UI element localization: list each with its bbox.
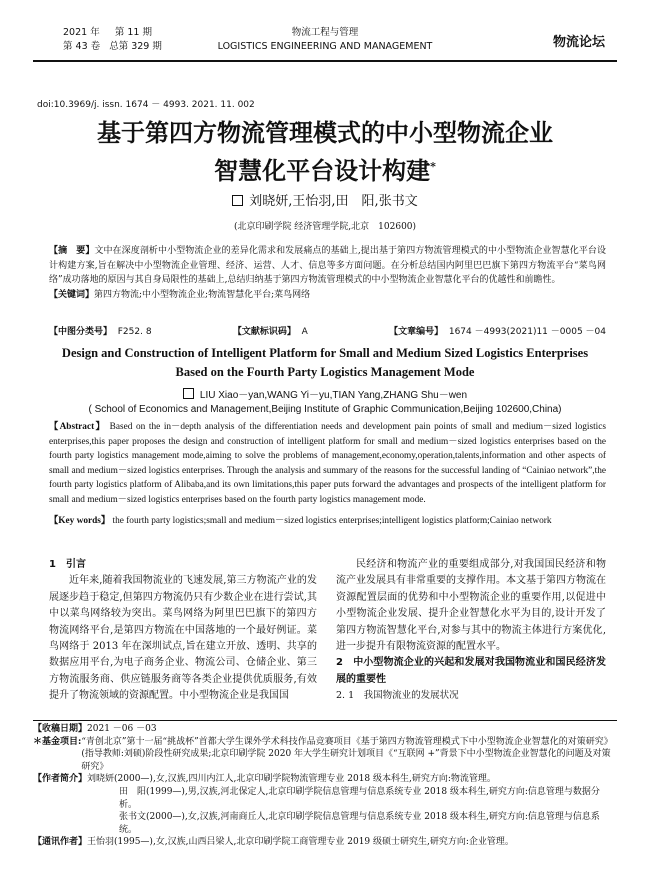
volume-label: 第 43 卷 <box>63 41 101 52</box>
section-heading-intro: 1 引言 <box>49 559 86 570</box>
footnotes <box>33 720 617 849</box>
intro-paragraph: 近年来,随着我国物流业的飞速发展,第三方物流产业的发展逐步趋于稳定,但第四方物流仍只有少数企业在进行尝试,其中以菜鸟网络较为突出。菜鸟网络为阿里巴巴旗下的第四方物流网络平台,是第四方物流在中国落地的一个最好例证。菜鸟网络于 2013 年在深圳试点,旨在建立开放、透明、共享的数据应用平台,为电子商务企业、物流公司、仓储企业、第三方物流服务商、供应链服务商等各类企业提供优质服务,有效提升了物流领域的资源配置。中小型物流企业是我国国 <box>49 575 317 702</box>
clc-value: F252. 8 <box>117 327 152 337</box>
paper-title <box>0 116 650 188</box>
paper-title-en-line2: Based on the Fourth Party Logistics Management Mode <box>175 365 475 379</box>
article-no-value: 1674 －4993(2021)11 －0005 －04 <box>448 327 606 337</box>
paper-title-line1: 基于第四方物流管理模式的中小型物流企业 <box>97 118 553 147</box>
authors: 刘晓妍,王怡羽,田 阳,张书文 <box>249 194 418 209</box>
keywords-en <box>49 514 606 529</box>
keywords-en-text: the fourth party logistics;small and medium－sized logistics enterprises;intelligent logistics platform;Cainiao network <box>112 516 552 526</box>
classification-row <box>49 324 606 337</box>
authors-en: LIU Xiao－yan,WANG Yi－yu,TIAN Yang,ZHANG Shu－wen <box>199 390 468 401</box>
keywords-en-label: 【Key words】 <box>49 516 111 526</box>
square-mark-icon <box>232 195 243 206</box>
journal-name-cn: 物流工程与管理 <box>291 27 359 38</box>
abstract-cn-label: 【摘 要】 <box>49 246 95 256</box>
body-column-left <box>49 557 317 705</box>
fund-label: ＊基金项目: <box>33 736 82 747</box>
paper-title-en-line1: Design and Construction of Intelligent Platform for Small and Medium Sized Logistics Enterprises <box>61 346 589 360</box>
journal-name <box>33 26 617 54</box>
keywords-cn-label: 【关键词】 <box>49 289 95 300</box>
author-bio-3: 张书文(2000—),女,汉族,河南商丘人,北京印刷学院信息管理与信息系统专业 2018 级本科生,研究方向:信息管理与信息系统。 <box>119 812 600 835</box>
fund-text: “青创北京”第十一届“挑战杯”首都大学生课外学术科技作品竞赛项目《基于第四方物流管理模式下中小型物流企业智慧化的对策研究》(指导教师:刘硕)阶段性研究成果;北京印刷学院 2020 年大学生研究计划项目《“互联网 +”背景下中小型物流企业智慧化的问题及对策研究》 <box>81 736 613 772</box>
journal-name-en: LOGISTICS ENGINEERING AND MANAGEMENT <box>217 41 433 52</box>
doc-code-label: 【文献标识码】 <box>232 327 296 337</box>
doc-code-value: A <box>301 327 308 337</box>
total-issue-label: 总第 329 期 <box>109 41 162 52</box>
author-bio-1: 刘晓妍(2000—),女,汉族,四川内江人,北京印刷学院物流管理专业 2018 级本科生,研究方向:物流管理。 <box>87 774 496 785</box>
author-bio-2: 田 阳(1999—),男,汉族,河北保定人,北京印刷学院信息管理与信息系统专业 2018 级本科生,研究方向:信息管理与数据分析。 <box>119 786 600 810</box>
intro-paragraph-continued: 民经济和物流产业的重要组成部分,对我国国民经济和物流产业发展具有非常重要的支撑作用。本文基于第四方物流在资源配置层面的优势和中小型物流企业的重要作用,以促进中小型物流企业发展、提升企业智慧化水平为目的,设计开发了第四方物流智慧化平台,对参与其中的物流主体进行方案优化,进一步提升有限物流资源的配置水平。 <box>336 559 606 653</box>
square-mark-icon <box>183 388 194 399</box>
doi: doi:10.3969/j. issn. 1674 － 4993. 2021. 11. 002 <box>37 100 255 110</box>
article-no-label: 【文章编号】 <box>389 327 444 337</box>
paper-title-en <box>0 344 650 382</box>
affiliation: (北京印刷学院 经济管理学院,北京 102600) <box>233 222 417 232</box>
abstract-cn <box>49 244 606 302</box>
received-label: 【收稿日期】 <box>33 724 88 734</box>
affiliation-en: ( School of Economics and Management,Beijing Institute of Graphic Communication,Beijing 102600,China) <box>88 404 562 415</box>
abstract-en-label: 【Abstract】 <box>49 422 107 432</box>
year-label: 2021 年 <box>63 27 100 38</box>
title-footnote-mark: * <box>430 160 436 173</box>
body-column-right <box>336 557 606 705</box>
issue-label: 第 11 期 <box>114 27 152 38</box>
abstract-en <box>49 420 606 508</box>
corresponding-author: 王怡羽(1995—),女,汉族,山西吕梁人,北京印刷学院工商管理专业 2019 级硕士研究生,研究方向:企业管理。 <box>87 837 514 848</box>
author-line-en <box>0 386 650 401</box>
section-heading-2: 2 中小型物流企业的兴起和发展对我国物流业和国民经济发展的重要性 <box>336 657 606 685</box>
paper-title-line2: 智慧化平台设计构建 <box>214 156 431 185</box>
corresponding-label: 【通讯作者】 <box>33 837 88 848</box>
column-name: 物流论坛 <box>552 35 605 50</box>
bio-label: 【作者简介】 <box>33 774 88 785</box>
author-line <box>0 190 650 209</box>
running-header <box>33 22 617 62</box>
abstract-en-text: Based on the in－depth analysis of the differentiation needs and development pain points of small and medium－sized logistics enterprises,this paper proposes the design and construction of intelligent platform for small and medium－sized logistics enterprises based on the fourth party logistics management mode,aiming to solve the problems of management,economy,operation,talents,information and other aspects of small and medium－sized logistics enterprises. Through the analysis and summary of the reasons for the successful landing of “Cainiao network”,the fourth party logistics platform of Alibaba,and its own limitations,this paper puts forward the advantages and prospects of the intelligent platform for small and medium－sized logistics enterprises based on the fourth party logistics management mode. <box>49 422 606 505</box>
subsection-heading-2-1: 2. 1 我国物流业的发展状况 <box>336 690 459 702</box>
abstract-cn-text: 文中在深度剖析中小型物流企业的差异化需求和发展痛点的基础上,提出基于第四方物流管理模式的中小型物流企业智慧化平台设计构建方案,旨在解决中小型物流企业管理、经济、运营、人才、信息等多方面问题。在分析总结国内阿里巴巴旗下第四方物流平台“菜鸟网络”成功落地的原因与其自身局限性的基础上,总结归纳基于第四方物流管理模式的中小型物流企业智慧化平台的优越性和前瞻性。 <box>49 246 606 286</box>
clc-label: 【中图分类号】 <box>49 327 113 337</box>
keywords-cn-text: 第四方物流;中小型物流企业;物流智慧化平台;菜鸟网络 <box>94 289 311 300</box>
received-date: 2021 －06 －03 <box>87 724 157 734</box>
